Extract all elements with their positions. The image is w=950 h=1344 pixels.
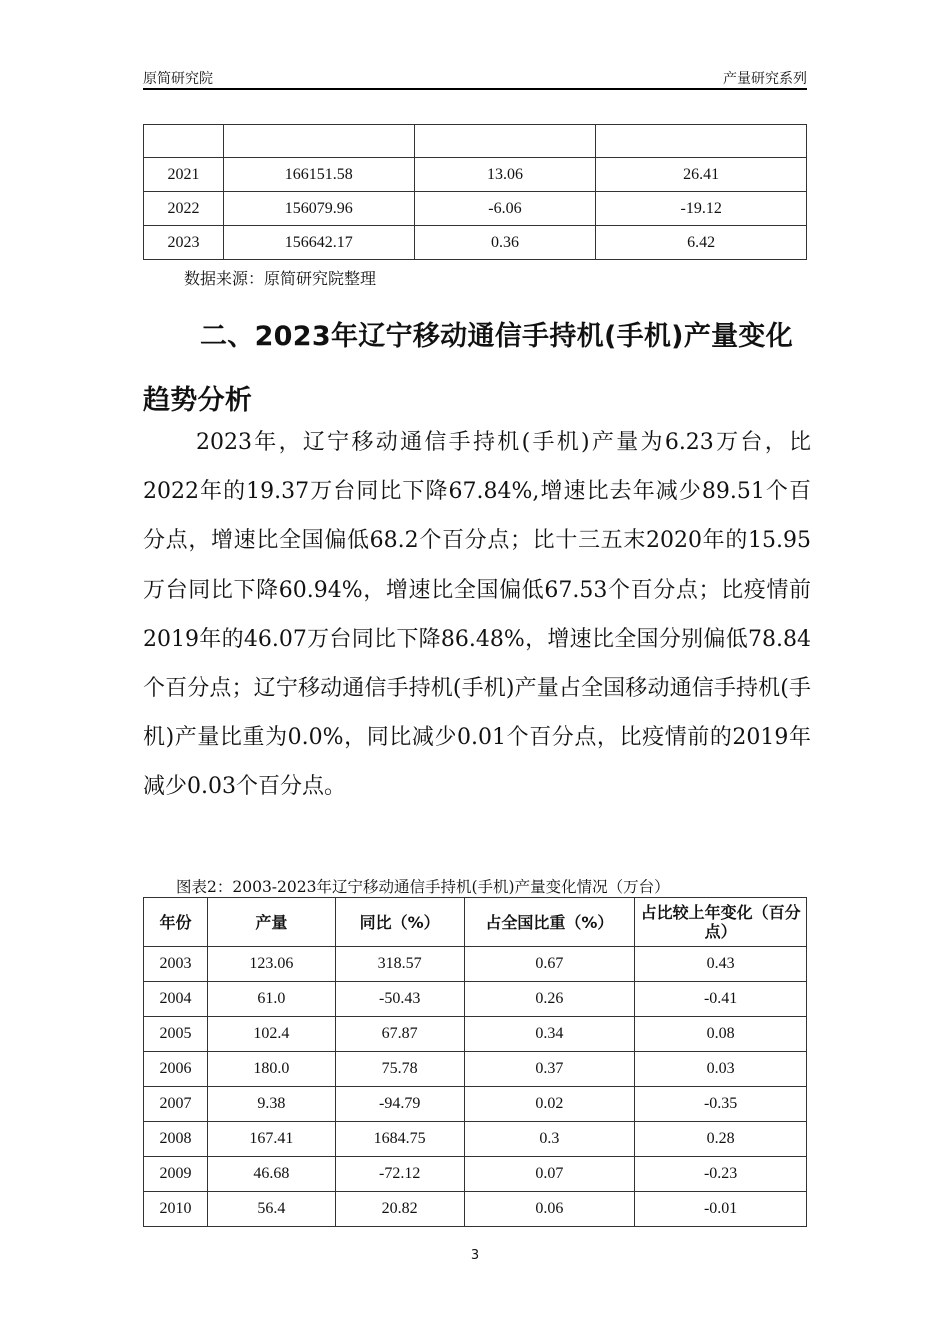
table-cell: 2021: [144, 158, 224, 192]
table-row: [144, 1052, 807, 1087]
table-cell: 0.26: [464, 982, 635, 1017]
table-cell: 46.68: [207, 1157, 335, 1192]
table-cell: 0.06: [464, 1192, 635, 1227]
table-cell: 67.87: [335, 1017, 464, 1052]
table-cell: -50.43: [335, 982, 464, 1017]
table-cell: 167.41: [207, 1122, 335, 1157]
table-cell: 2022: [144, 192, 224, 226]
data-source-note: 数据来源：原简研究院整理: [184, 269, 377, 288]
production-table-continued: [143, 124, 807, 260]
table-cell: 156079.96: [223, 192, 414, 226]
table-cell: 56.4: [207, 1192, 335, 1227]
header-divider: [143, 88, 807, 90]
table-row: [144, 1192, 807, 1227]
table-cell: 0.36: [414, 226, 596, 260]
table-cell: 0.67: [464, 947, 635, 982]
table-cell: 2005: [144, 1017, 208, 1052]
production-trend-table: [143, 897, 807, 1227]
table-cell: 2004: [144, 982, 208, 1017]
table-cell: -19.12: [596, 192, 807, 226]
table-cell: 2007: [144, 1087, 208, 1122]
header-org-name: 原简研究院: [143, 71, 213, 87]
header-series-name: 产量研究系列: [723, 71, 807, 87]
column-header-share-change: 占比较上年变化（百分点）: [635, 898, 807, 947]
table-cell: 0.37: [464, 1052, 635, 1087]
table-row: [144, 158, 807, 192]
table-cell: 9.38: [207, 1087, 335, 1122]
table-cell: 180.0: [207, 1052, 335, 1087]
section-heading: 二、2023年辽宁移动通信手持机(手机)产量变化趋势分析: [143, 321, 794, 416]
column-header-national-share: 占全国比重（%）: [464, 898, 635, 947]
table-cell: 13.06: [414, 158, 596, 192]
table-cell: 0.08: [635, 1017, 807, 1052]
table-cell: 2009: [144, 1157, 208, 1192]
page-header: [143, 66, 807, 88]
table-cell: [223, 125, 414, 158]
page-number: 3: [470, 1248, 480, 1263]
table-cell: 0.02: [464, 1087, 635, 1122]
table-cell: [144, 125, 224, 158]
table-cell: 0.28: [635, 1122, 807, 1157]
body-paragraph: 2023年，辽宁移动通信手持机(手机)产量为6.23万台，比2022年的19.37万台同比下降67.84%,增速比去年减少89.51个百分点，增速比全国偏低68.2个百分点；比十三五末2020年的15.95万台同比下降60.94%，增速比全国偏低67.53个百分点；比疫情前2019年的46.07万台同比下降86.48%，增速比全国分别偏低78.84个百分点；辽宁移动通信手持机(手机)产量占全国移动通信手持机(手机)产量比重为0.0%，同比减少0.01个百分点，比疫情前的2019年减少0.03个百分点。: [143, 430, 811, 800]
table-cell: -0.23: [635, 1157, 807, 1192]
table-row: [144, 1157, 807, 1192]
table-cell: 1684.75: [335, 1122, 464, 1157]
table-cell: -6.06: [414, 192, 596, 226]
table-cell: 2006: [144, 1052, 208, 1087]
table-cell: 0.3: [464, 1122, 635, 1157]
table-cell: 75.78: [335, 1052, 464, 1087]
table-cell: 0.43: [635, 947, 807, 982]
table-cell: 318.57: [335, 947, 464, 982]
table-cell: -72.12: [335, 1157, 464, 1192]
table-caption: 图表2：2003-2023年辽宁移动通信手持机(手机)产量变化情况（万台）: [176, 878, 670, 896]
table-row: [144, 1087, 807, 1122]
table-cell: 0.07: [464, 1157, 635, 1192]
column-header-yoy: 同比（%）: [335, 898, 464, 947]
table-cell: 123.06: [207, 947, 335, 982]
table-cell: 20.82: [335, 1192, 464, 1227]
table-row: [144, 947, 807, 982]
table-cell: 6.42: [596, 226, 807, 260]
table-cell: 0.03: [635, 1052, 807, 1087]
table-row: [144, 982, 807, 1017]
table-cell: 2010: [144, 1192, 208, 1227]
table-cell: -0.41: [635, 982, 807, 1017]
table-cell: 0.34: [464, 1017, 635, 1052]
table-row: [144, 226, 807, 260]
table-row: [144, 1122, 807, 1157]
table-row: [144, 125, 807, 158]
table-cell: [414, 125, 596, 158]
column-header-year: 年份: [144, 898, 208, 947]
table-header-row: [144, 898, 807, 947]
table-cell: 61.0: [207, 982, 335, 1017]
table-row: [144, 1017, 807, 1052]
table-cell: -0.01: [635, 1192, 807, 1227]
table-cell: [596, 125, 807, 158]
table-cell: 2003: [144, 947, 208, 982]
table-cell: 2008: [144, 1122, 208, 1157]
table-cell: -0.35: [635, 1087, 807, 1122]
table-cell: 26.41: [596, 158, 807, 192]
table-cell: 2023: [144, 226, 224, 260]
column-header-output: 产量: [207, 898, 335, 947]
table-cell: 102.4: [207, 1017, 335, 1052]
table-cell: -94.79: [335, 1087, 464, 1122]
table-cell: 166151.58: [223, 158, 414, 192]
table-row: [144, 192, 807, 226]
table-cell: 156642.17: [223, 226, 414, 260]
